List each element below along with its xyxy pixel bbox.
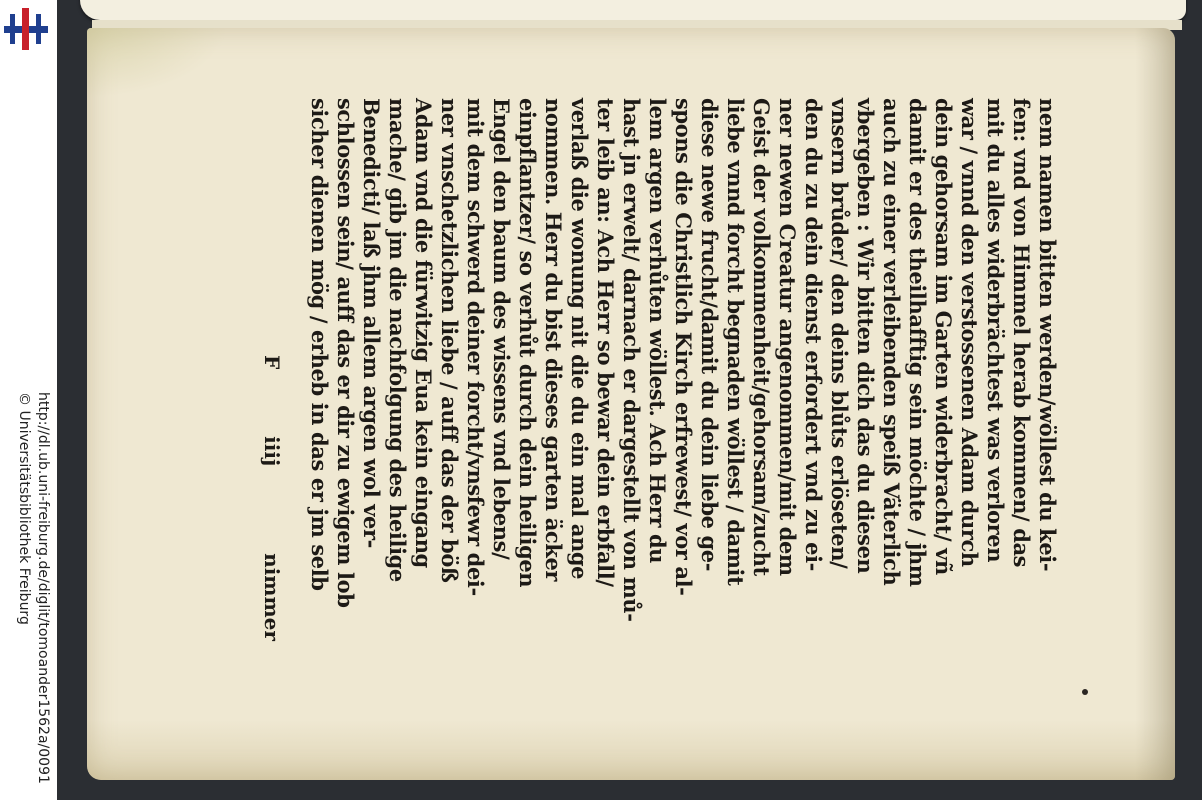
text-line: damit er des theilhafftig sein möchte / jhm	[905, 98, 930, 587]
text-line: dein gehorsam im Garten widerbracht/ vñ	[931, 98, 956, 575]
previous-page-edge	[80, 0, 1186, 20]
text-line: mache/ gib jm die nachfolgung des heilige	[385, 98, 410, 582]
ink-spot	[1082, 689, 1088, 695]
text-line: sicher dienen mög / erheb in das er jm selb	[307, 98, 332, 591]
text-line: hast jn erwelt/ darnach er dargestellt von mů-	[619, 98, 644, 622]
text-line: verlaß die wonung nit die du ein mal ange	[567, 98, 592, 580]
text-line: nem namen bitten werden/wöllest du kei-	[1035, 98, 1060, 572]
copyright-notice: © Universitätsbibliothek Freiburg	[16, 392, 32, 625]
text-line: vbergeben : Wir bitten dich das du diesen	[853, 98, 878, 574]
text-line: schlossen sein/ auff das er dir zu ewigem lob	[333, 98, 358, 608]
text-line: den du zu dein dienst erfordert vnd zu ei-	[801, 98, 826, 571]
text-line: mit dem schwerd deiner forcht/vnsfewr dei-	[463, 98, 488, 596]
page-footer	[260, 355, 284, 641]
viewer-sidebar	[0, 0, 57, 800]
folio-number: iiij	[260, 436, 284, 467]
text-line: diese newe frucht/damit du dein liebe ge-	[697, 98, 722, 572]
text-line: ner newen Creatur angenommen/mit dem	[775, 98, 800, 576]
text-line: liebe vnnd forcht begnaden wöllest / damit	[723, 98, 748, 586]
text-line: nommen. Herr du bist dieses garten äcker	[541, 98, 566, 582]
text-line: spons die Christlich Kirch erfrewest/ vor al-	[671, 98, 696, 596]
text-line: Geist der volkommenheit/gehorsam/zucht	[749, 98, 774, 576]
page-stain	[87, 28, 227, 98]
catchword: nimmer	[260, 553, 284, 641]
source-credit	[14, 392, 52, 784]
text-line: Benedicti/ laß jhm allem argen wol ver-	[359, 98, 384, 548]
text-line: ter leib an: Ach Herr so bewar dein erbfall/	[593, 98, 618, 587]
text-line: war / vnnd den verstossenen Adam durch	[957, 98, 982, 567]
printed-text-block	[306, 98, 1060, 658]
text-line: fen: vnd von Himmel herab kommen/ das	[1009, 98, 1034, 568]
text-line: vnsern brůder/ den deins blůts erlöseten/	[827, 98, 852, 569]
text-line: Adam vnd die fürwitzig Eua kein eingang	[411, 98, 436, 568]
signature-mark: F	[260, 355, 284, 370]
text-line: lem argen verhůten wöllest. Ach Herr du	[645, 98, 670, 564]
text-line: einpflantzer/ so verhůt durch dein heiligen	[515, 98, 540, 588]
text-line: Engel den baum des wissens vnd lebens/	[489, 98, 514, 560]
source-url[interactable]: http://dl.ub.uni-freiburg.de/diglit/tomoander1562a/0091	[35, 392, 51, 784]
university-logo-icon[interactable]	[4, 8, 48, 50]
text-line: mit du alles widerbrächtest was verloren	[983, 98, 1008, 563]
text-line: auch zu einer verleibenden speiß Väterlich	[879, 98, 904, 586]
text-line: ner vnschetzlichen liebe / auff das der böß	[437, 98, 462, 583]
